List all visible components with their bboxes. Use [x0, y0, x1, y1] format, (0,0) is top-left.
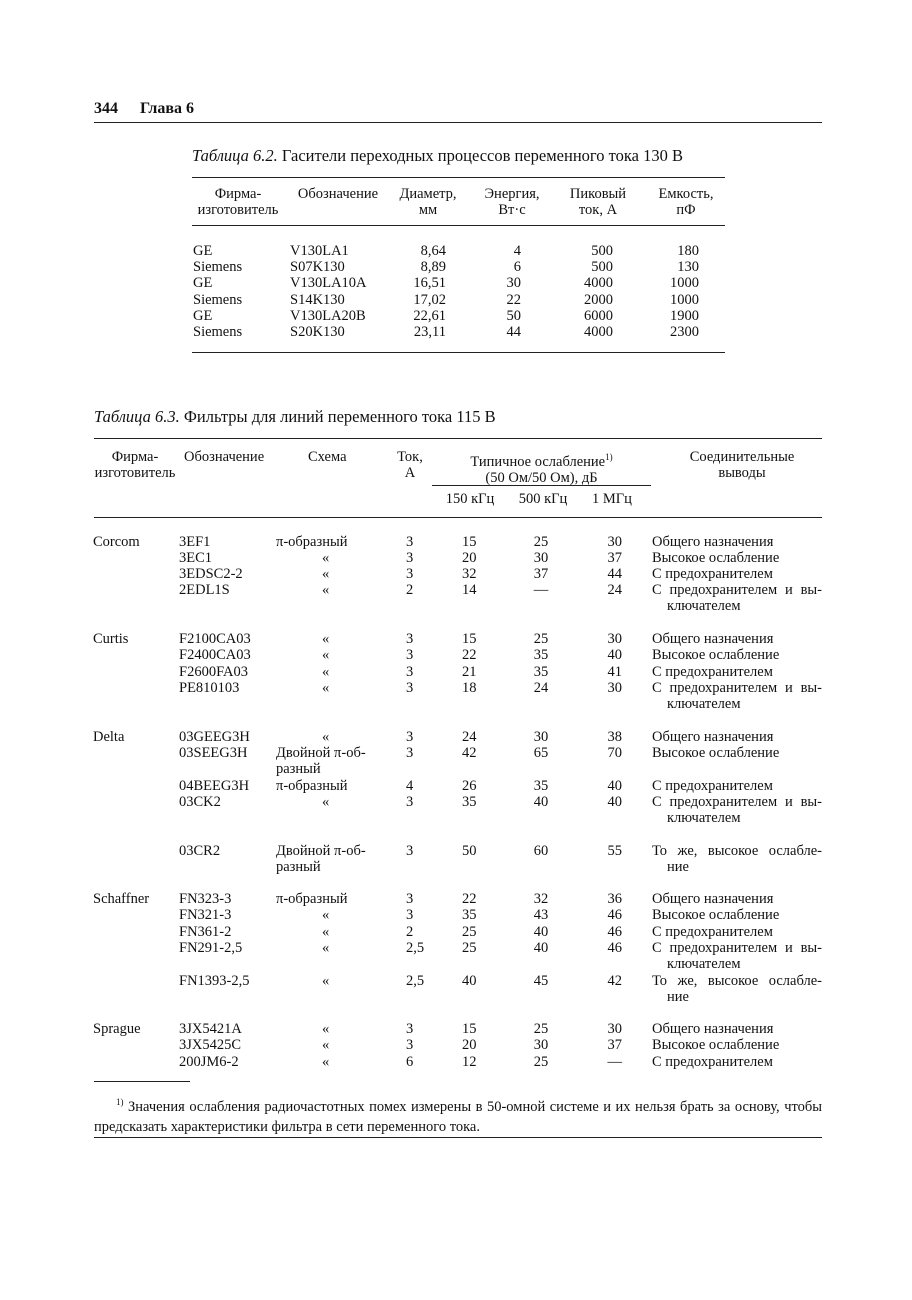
t63-designation: FN361-2 [179, 924, 232, 940]
t63-designation: 03SEEG3H [179, 745, 248, 761]
t63-att-1m: 70 [607, 745, 622, 761]
t62-header-3 [478, 186, 546, 218]
t63-leads: Общего назначения [652, 534, 774, 550]
t62-header-line: Пиковый [569, 186, 627, 202]
t62-header-line: мм [418, 202, 438, 218]
t62-header-line: Вт·с [498, 202, 526, 218]
t62-cell: 130 [677, 259, 699, 276]
t63-current: 4 [406, 778, 414, 794]
t63-leads: Высокое ослабление [652, 1037, 780, 1053]
t63-scheme: « [322, 680, 330, 696]
t63-current: 3 [406, 550, 414, 566]
t63-header-freq-500: 500 кГц [518, 491, 568, 507]
t63-att-150: 50 [462, 843, 477, 859]
t63-header-scheme: Схема [308, 449, 347, 465]
page-number: 344 [94, 100, 118, 117]
t62-header-4 [560, 186, 636, 218]
t62-header-line: ток, А [578, 202, 618, 218]
t63-maker: Corcom [93, 534, 140, 550]
t63-att-500: 25 [533, 1021, 549, 1037]
t63-leads: С предохранителем [652, 924, 773, 940]
t63-current: 3 [406, 1021, 414, 1037]
t63-header-freq-150: 150 кГц [445, 491, 495, 507]
t63-att-150: 21 [462, 664, 477, 680]
t63-att-1m: 41 [607, 664, 622, 680]
t62-header-line: Диаметр, [399, 186, 457, 202]
t62-cell: 6000 [584, 307, 613, 324]
t63-current: 2 [406, 924, 414, 940]
t63-att-500: 40 [533, 924, 549, 940]
t63-leads: ние [667, 989, 689, 1005]
t63-att-1m: 46 [607, 940, 622, 956]
t63-leads: Высокое ослабление [652, 647, 780, 663]
t62-cell: 6 [513, 259, 521, 276]
t63-att-1m: 42 [607, 973, 622, 989]
t63-attenuation-rule [432, 485, 651, 486]
t63-att-150: 20 [462, 1037, 477, 1053]
table-6-3-label: Таблица 6.3. [94, 407, 180, 426]
t63-scheme: « [322, 550, 330, 566]
t63-leads: То же, высокое ослабле- [652, 843, 822, 859]
t63-header-designation: Обозначение [184, 449, 265, 465]
t63-designation: 2EDL1S [179, 582, 230, 598]
t62-cell: 4000 [584, 275, 613, 292]
t63-att-150: 25 [462, 940, 477, 956]
t63-att-500: 25 [533, 534, 549, 550]
t63-current: 3 [406, 647, 414, 663]
t62-cell: 8,89 [420, 259, 446, 276]
t63-leads: Высокое ослабление [652, 745, 780, 761]
t62-header-line: Фирма- [214, 186, 262, 202]
t63-att-500: 45 [533, 973, 549, 989]
t63-scheme: « [322, 794, 330, 810]
t63-designation: PE810103 [179, 680, 240, 696]
t63-att-1m: 24 [607, 582, 622, 598]
t62-cell: 44 [506, 324, 521, 340]
header-rule [94, 122, 822, 123]
t63-att-150: 15 [462, 1021, 477, 1037]
t63-att-500: 37 [533, 566, 549, 582]
t63-scheme: « [322, 647, 330, 663]
t63-header-freq-1m: 1 МГц [592, 491, 632, 507]
t63-att-1m: 44 [607, 566, 622, 582]
t63-designation: 3EC1 [179, 550, 213, 566]
t63-scheme: разный [276, 761, 321, 777]
t63-leads: С предохранителем [652, 1054, 773, 1070]
t63-att-1m: 30 [607, 1021, 622, 1037]
t62-cell: 2000 [584, 291, 613, 308]
t63-designation: FN323-3 [179, 891, 232, 907]
t63-att-150: 14 [462, 582, 477, 598]
t62-bottom-rule [192, 352, 725, 353]
t62-cell: GE [193, 243, 213, 259]
t62-cell: 1000 [670, 291, 699, 308]
t63-current: 3 [406, 566, 414, 582]
chapter-title: Глава 6 [140, 100, 194, 117]
t63-leads: Общего назначения [652, 891, 774, 907]
t63-att-150: 15 [462, 534, 477, 550]
t62-cell: 8,64 [420, 243, 446, 259]
t63-current: 2,5 [406, 973, 425, 989]
t63-current: 3 [406, 534, 414, 550]
t63-att-1m: 40 [607, 778, 622, 794]
t63-current: 3 [406, 794, 414, 810]
table-6-2-label: Таблица 6.2. [192, 146, 278, 165]
t63-att-150: 42 [462, 745, 477, 761]
t62-cell: 1000 [670, 275, 699, 292]
t62-cell: 17,02 [413, 291, 446, 308]
t63-att-1m: 30 [607, 680, 622, 696]
t63-designation: FN1393-2,5 [179, 973, 250, 989]
t62-header-line: Емкость, [658, 186, 714, 202]
t63-leads: Общего назначения [652, 729, 774, 745]
t63-leads: ключателем [667, 696, 741, 712]
t62-cell: 4000 [584, 324, 613, 340]
t63-att-1m: 30 [607, 534, 622, 550]
t63-current: 3 [406, 891, 414, 907]
t62-header-5 [646, 186, 726, 218]
table-6-2-top-rule [192, 177, 725, 178]
t62-cell: 16,51 [413, 275, 446, 292]
t63-current: 3 [406, 1037, 414, 1053]
t63-leads: ключателем [667, 956, 741, 972]
t63-maker: Delta [93, 729, 125, 745]
page-header [94, 100, 194, 118]
t63-scheme: « [322, 631, 330, 647]
t63-scheme: π-образный [276, 891, 348, 907]
t63-att-500: 35 [533, 778, 549, 794]
t63-scheme: « [322, 1021, 330, 1037]
table-6-3-top-rule [94, 438, 822, 439]
footnote-rule [94, 1081, 190, 1082]
t63-leads: С предохранителем и вы- [652, 680, 822, 696]
t63-att-150: 26 [462, 778, 477, 794]
footnote-marker: 1) [116, 1097, 124, 1107]
t62-cell: S07K130 [290, 259, 345, 276]
t63-att-1m: 38 [607, 729, 622, 745]
t63-att-1m: 40 [607, 794, 622, 810]
t62-header-line: Обозначение [297, 186, 379, 202]
t63-current: 3 [406, 907, 414, 923]
t63-att-150: 32 [462, 566, 477, 582]
t63-current: 2,5 [406, 940, 425, 956]
t63-att-500: 35 [533, 664, 549, 680]
t63-leads: С предохранителем [652, 664, 773, 680]
t63-scheme: « [322, 907, 330, 923]
t63-att-500: 32 [533, 891, 549, 907]
table-6-2-title: Гасители переходных процессов переменного тока 130 В [281, 146, 683, 165]
t63-att-1m: 37 [607, 1037, 622, 1053]
t63-header-leads: Соединительные выводы [689, 449, 795, 481]
t63-leads: Высокое ослабление [652, 550, 780, 566]
t63-att-1m: 46 [607, 924, 622, 940]
t63-att-500: 24 [533, 680, 549, 696]
t63-designation: 03CR2 [179, 843, 221, 859]
t63-scheme: Двойной π-об- [276, 843, 366, 859]
t63-designation: F2600FA03 [179, 664, 249, 680]
t63-designation: 3EF1 [179, 534, 211, 550]
t63-current: 3 [406, 729, 414, 745]
t63-scheme: « [322, 973, 330, 989]
t63-leads: Высокое ослабление [652, 907, 780, 923]
t62-cell: 23,11 [413, 324, 446, 340]
t62-cell: S20K130 [290, 324, 345, 340]
t63-leads: С предохранителем и вы- [652, 794, 822, 810]
t63-scheme: разный [276, 859, 321, 875]
t63-current: 3 [406, 680, 414, 696]
t63-leads: ключателем [667, 598, 741, 614]
t63-designation: 3EDSC2-2 [179, 566, 243, 582]
t63-scheme: Двойной π-об- [276, 745, 366, 761]
t63-maker: Curtis [93, 631, 129, 647]
t63-header-attenuation-sup: 1) [605, 452, 613, 462]
t63-leads: ние [667, 859, 689, 875]
table-6-3-caption [94, 407, 496, 427]
t63-att-500: 25 [533, 631, 549, 647]
t63-maker: Sprague [93, 1021, 141, 1037]
t62-cell: Siemens [193, 291, 243, 308]
t63-scheme: « [322, 664, 330, 680]
t63-att-500: 40 [533, 794, 549, 810]
t62-cell: 2300 [670, 324, 699, 340]
t62-cell: V130LA20B [290, 307, 366, 324]
t63-att-150: 20 [462, 550, 477, 566]
t63-scheme: π-образный [276, 778, 348, 794]
t63-maker: Schaffner [93, 891, 150, 907]
t63-att-150: 15 [462, 631, 477, 647]
t62-cell: 500 [591, 259, 613, 276]
t62-header-2 [392, 186, 464, 218]
t63-current: 2 [406, 582, 414, 598]
t63-att-1m: 30 [607, 631, 622, 647]
t62-header-rule [192, 225, 725, 226]
t63-att-150: 22 [462, 891, 477, 907]
t63-scheme: « [322, 924, 330, 940]
t63-att-150: 24 [462, 729, 477, 745]
t63-att-1m: 36 [607, 891, 622, 907]
t63-designation: 3JX5425C [179, 1037, 242, 1053]
t63-leads: С предохранителем и вы- [652, 582, 822, 598]
t62-cell: GE [193, 275, 213, 292]
t63-att-500: 40 [533, 940, 549, 956]
t62-cell: 1900 [670, 307, 699, 324]
t63-leads: Общего назначения [652, 1021, 774, 1037]
t62-header-line: изготовитель [197, 202, 279, 218]
t62-cell: 22,61 [413, 307, 446, 324]
t62-header-1 [292, 186, 384, 202]
t63-scheme: π-образный [276, 534, 348, 550]
t63-scheme: « [322, 940, 330, 956]
t63-att-150: 35 [462, 794, 477, 810]
t63-scheme: « [322, 1037, 330, 1053]
t63-scheme: « [322, 582, 330, 598]
t62-cell: Siemens [193, 259, 243, 276]
table-6-3-title: Фильтры для линий переменного тока 115 В [183, 407, 496, 426]
table-6-2-caption [192, 146, 683, 166]
t62-cell: V130LA1 [290, 243, 349, 259]
t63-scheme: « [322, 566, 330, 582]
t63-leads: То же, высокое ослабле- [652, 973, 822, 989]
t63-att-1m: 55 [607, 843, 622, 859]
t63-att-150: 35 [462, 907, 477, 923]
t63-designation: 03CK2 [179, 794, 221, 810]
t62-cell: V130LA10A [290, 275, 367, 292]
t62-header-line: пФ [676, 202, 696, 218]
t63-att-150: 40 [462, 973, 477, 989]
t63-designation: 3JX5421A [179, 1021, 242, 1037]
t63-leads: С предохранителем [652, 778, 773, 794]
t63-att-150: 22 [462, 647, 477, 663]
t62-header-0 [186, 186, 290, 218]
t63-scheme: « [322, 729, 330, 745]
t63-att-150: 25 [462, 924, 477, 940]
bottom-rule [94, 1137, 822, 1138]
t63-designation: FN321-3 [179, 907, 232, 923]
t63-current: 3 [406, 664, 414, 680]
t63-leads: Общего назначения [652, 631, 774, 647]
t62-cell: 22 [506, 291, 521, 308]
t63-designation: F2100CA03 [179, 631, 251, 647]
t63-att-500: 43 [533, 907, 549, 923]
t62-header-line: Энергия, [484, 186, 540, 202]
t63-leads: С предохранителем [652, 566, 773, 582]
footnote [94, 1092, 822, 1137]
t63-att-500: 60 [533, 843, 549, 859]
t63-att-1m: 46 [607, 907, 622, 923]
t63-header-current: Ток, А [397, 449, 423, 481]
t63-leads: С предохранителем и вы- [652, 940, 822, 956]
t62-cell: 4 [513, 243, 521, 259]
t63-designation: F2400CA03 [179, 647, 251, 663]
t63-designation: 03GEEG3H [179, 729, 250, 745]
t62-cell: GE [193, 307, 213, 324]
t62-cell: 50 [506, 307, 521, 324]
t62-cell: 180 [677, 243, 699, 259]
t63-att-500: — [533, 582, 549, 598]
t63-scheme: « [322, 1054, 330, 1070]
t63-att-1m: — [607, 1054, 622, 1070]
t62-cell: 500 [591, 243, 613, 259]
t63-att-500: 35 [533, 647, 549, 663]
t63-leads: ключателем [667, 810, 741, 826]
t63-att-1m: 37 [607, 550, 622, 566]
t63-header-attenuation: Типичное ослабление$^{1)}$ (50 Ом/50 Ом), дБ [470, 452, 613, 486]
t63-att-500: 30 [533, 1037, 549, 1053]
t62-cell: 30 [506, 275, 521, 292]
t63-designation: 04BEEG3H [179, 778, 250, 794]
t63-current: 6 [406, 1054, 414, 1070]
t63-current: 3 [406, 745, 414, 761]
t63-header-rule [94, 517, 822, 518]
t63-current: 3 [406, 843, 414, 859]
t63-designation: 200JM6-2 [179, 1054, 239, 1070]
t62-cell: Siemens [193, 324, 243, 340]
t63-designation: FN291-2,5 [179, 940, 243, 956]
t63-att-500: 30 [533, 729, 549, 745]
t63-header-maker: Фирма- изготовитель [94, 449, 176, 481]
t63-att-500: 65 [533, 745, 549, 761]
t62-cell: S14K130 [290, 291, 345, 308]
t63-att-500: 25 [533, 1054, 549, 1070]
t63-att-500: 30 [533, 550, 549, 566]
t63-current: 3 [406, 631, 414, 647]
t63-att-150: 12 [462, 1054, 477, 1070]
t63-att-1m: 40 [607, 647, 622, 663]
footnote-text: Значения ослабления радиочастотных помех измерены в 50-омной системе и их нельзя брать за основу, чтобы предсказать характеристики фильтра в сети переменного тока. [94, 1098, 822, 1135]
t63-att-150: 18 [462, 680, 477, 696]
